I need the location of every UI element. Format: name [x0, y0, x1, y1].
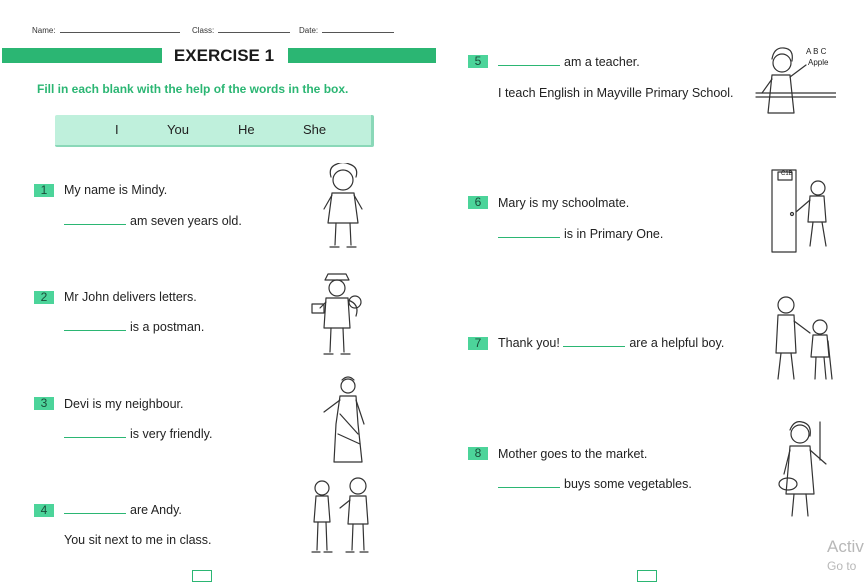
word-box	[55, 115, 374, 147]
answer-blank-3[interactable]	[64, 437, 126, 438]
question-1-line2: am seven years old.	[64, 214, 242, 228]
instruction-text: Fill in each blank with the help of the words in the box.	[37, 82, 349, 96]
answer-blank-6[interactable]	[498, 237, 560, 238]
woman-and-boy-illustration	[766, 293, 838, 385]
question-8-line1: Mother goes to the market.	[498, 447, 648, 461]
class-label: Class:	[192, 26, 215, 35]
board-text-abc: A B C	[806, 47, 827, 56]
question-6-line2: is in Primary One.	[498, 227, 663, 241]
mother-with-basket-illustration	[774, 420, 836, 520]
title-bar-right	[288, 48, 436, 63]
answer-blank-4[interactable]	[64, 513, 126, 514]
girl-at-door-illustration	[768, 166, 834, 256]
question-3-line2: is very friendly.	[64, 427, 212, 441]
postman-illustration	[308, 268, 366, 358]
two-boys-illustration	[306, 474, 378, 558]
word-box-item-i: I	[115, 122, 119, 137]
activation-watermark-subtitle: Go to	[827, 559, 857, 573]
activation-watermark-title: Activ	[827, 537, 864, 556]
question-number-5: 5	[468, 55, 488, 68]
word-box-item-he: He	[238, 122, 255, 137]
question-number-7: 7	[468, 337, 488, 350]
question-number-8: 8	[468, 447, 488, 460]
woman-devi-illustration	[318, 374, 374, 466]
question-7-line1: Thank you! are a helpful boy.	[498, 336, 725, 350]
name-line	[60, 32, 180, 33]
question-6-line1: Mary is my schoolmate.	[498, 196, 630, 210]
question-4-line2: You sit next to me in class.	[64, 533, 212, 547]
answer-blank-5[interactable]	[498, 65, 560, 66]
date-line	[322, 32, 394, 33]
title-bar-left	[2, 48, 162, 63]
girl-mindy-illustration	[318, 163, 368, 255]
question-3-line1: Devi is my neighbour.	[64, 397, 184, 411]
answer-blank-8[interactable]	[498, 487, 560, 488]
question-number-4: 4	[34, 504, 54, 517]
door-sign-text: C1B	[781, 171, 793, 177]
date-label: Date:	[299, 26, 319, 35]
page-marker-right	[637, 570, 657, 582]
teacher-illustration	[752, 45, 836, 120]
board-text-apple: Apple	[808, 58, 829, 67]
name-field	[32, 26, 180, 35]
question-5-line1: am a teacher.	[498, 55, 640, 69]
question-8-line2: buys some vegetables.	[498, 477, 692, 491]
word-box-item-you: You	[167, 122, 189, 137]
question-number-1: 1	[34, 184, 54, 197]
page-marker-left	[192, 570, 212, 582]
question-4-line1: are Andy.	[64, 503, 182, 517]
question-2-line2: is a postman.	[64, 320, 204, 334]
question-number-6: 6	[468, 196, 488, 209]
class-field	[192, 26, 290, 35]
answer-blank-2[interactable]	[64, 330, 126, 331]
question-5-line2: I teach English in Mayville Primary School.	[498, 86, 734, 100]
question-number-2: 2	[34, 291, 54, 304]
question-number-3: 3	[34, 397, 54, 410]
answer-blank-1[interactable]	[64, 224, 126, 225]
question-1-line1: My name is Mindy.	[64, 183, 168, 197]
exercise-title: EXERCISE 1	[173, 46, 275, 65]
word-box-item-she: She	[303, 122, 327, 137]
answer-blank-7[interactable]	[563, 346, 625, 347]
class-line	[218, 32, 290, 33]
date-field	[299, 26, 394, 35]
question-2-line1: Mr John delivers letters.	[64, 290, 197, 304]
name-label: Name:	[32, 26, 56, 35]
